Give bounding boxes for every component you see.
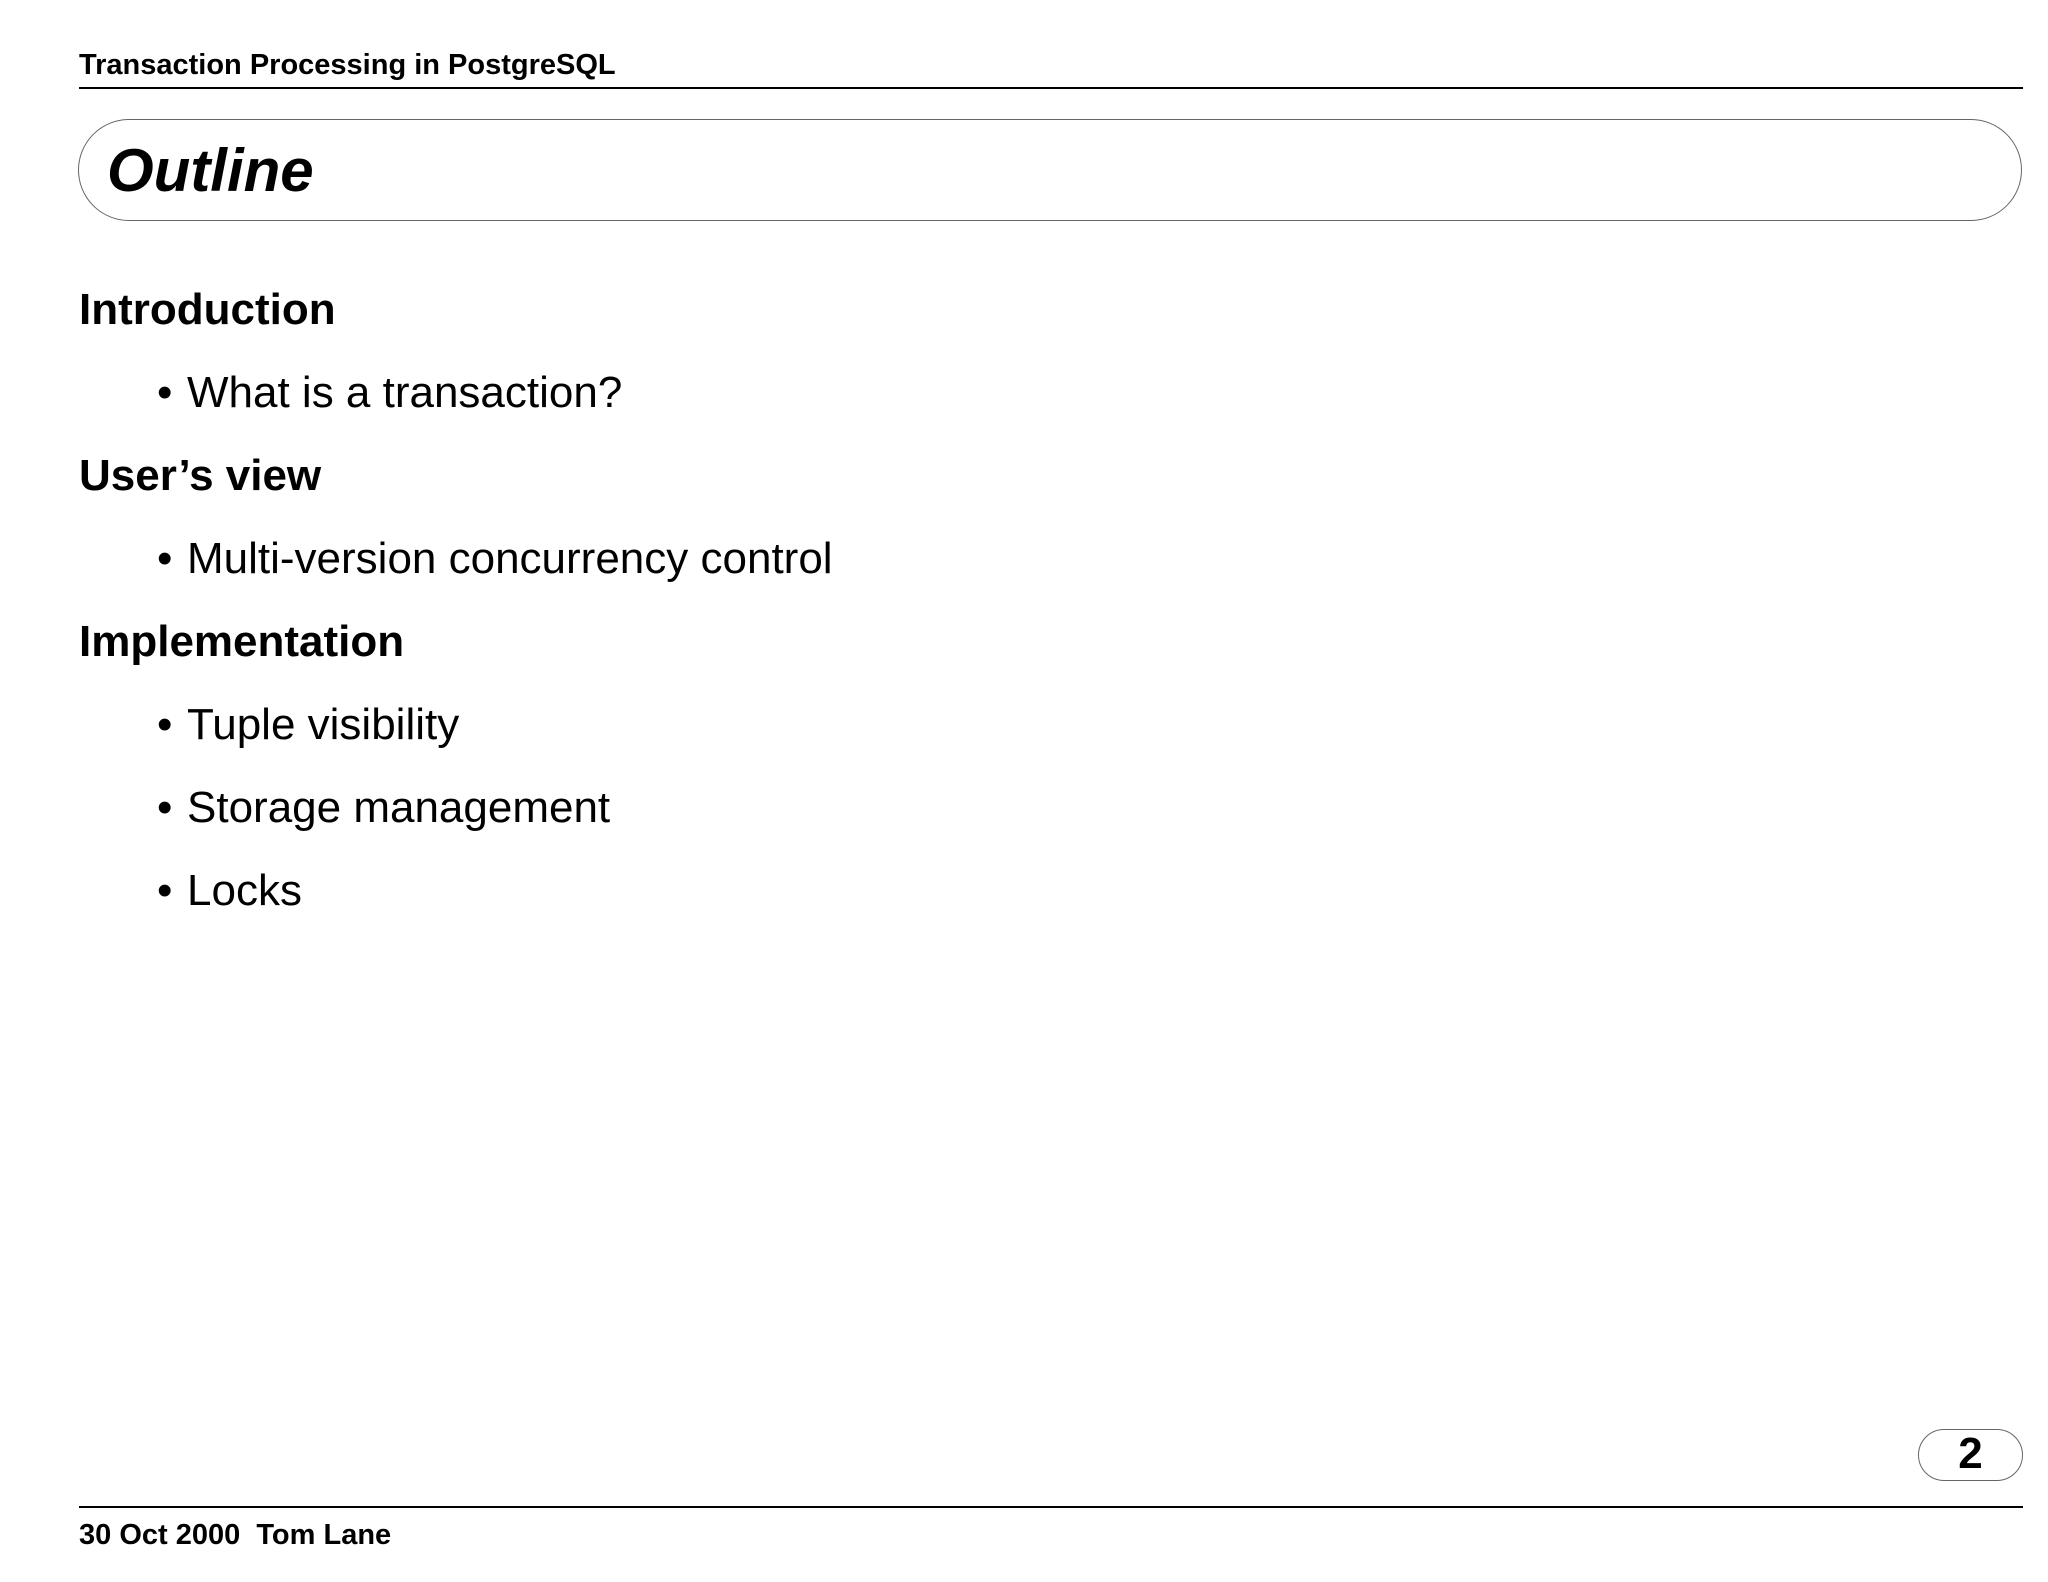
- section-heading: User’s view: [79, 451, 322, 500]
- footer-author: Tom Lane: [256, 1519, 392, 1551]
- bullet-dot: •: [157, 866, 173, 915]
- title-box: [78, 119, 2022, 221]
- bullet-dot: •: [157, 700, 173, 749]
- header-divider: [79, 87, 2023, 89]
- footer: [79, 1518, 391, 1552]
- bullet-dot: •: [157, 783, 173, 832]
- section-heading: Introduction: [79, 285, 336, 334]
- footer-date: 30 Oct 2000: [79, 1519, 241, 1551]
- bullet-item: [79, 533, 1979, 585]
- bullet-dot: •: [157, 534, 173, 583]
- page-number-badge: 2: [1918, 1429, 2023, 1481]
- section-heading: Implementation: [79, 617, 405, 666]
- bullet-item: [79, 782, 1979, 834]
- bullet-item: [79, 699, 1979, 751]
- bullet-item: [79, 865, 1979, 917]
- header-title: Transaction Processing in PostgreSQL: [79, 49, 616, 81]
- bullet-text: Storage management: [187, 783, 611, 832]
- bullet-text: Tuple visibility: [187, 700, 460, 749]
- bullet-dot: •: [157, 368, 173, 417]
- footer-divider: [79, 1506, 2023, 1508]
- bullet-text: Locks: [187, 866, 302, 915]
- slide-title: Outline: [107, 137, 314, 204]
- outline-list: [79, 284, 1979, 948]
- bullet-text: What is a transaction?: [187, 368, 623, 417]
- bullet-item: [79, 367, 1979, 419]
- bullet-text: Multi-version concurrency control: [187, 534, 833, 583]
